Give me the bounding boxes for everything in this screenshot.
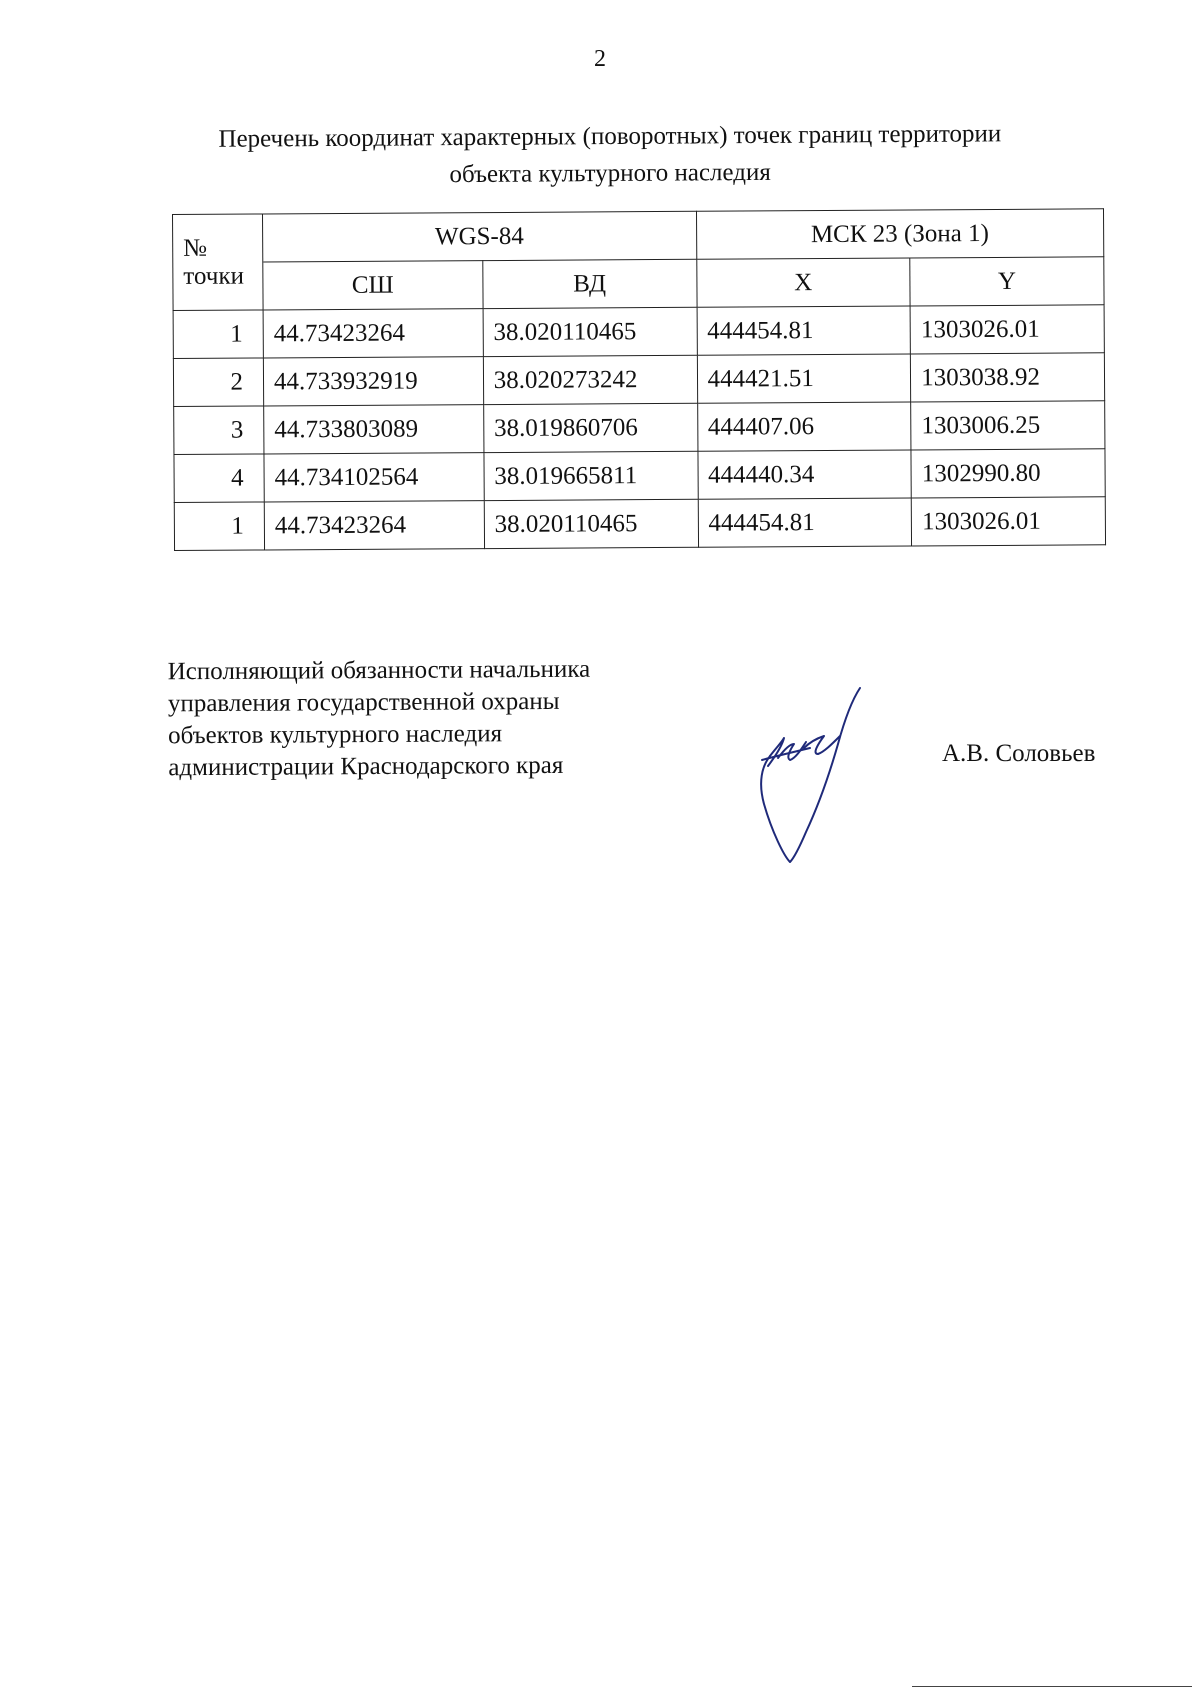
cell-point-number: 1 — [173, 310, 263, 359]
cell-x: 444454.81 — [698, 498, 912, 547]
header-point-label: точки — [173, 262, 263, 311]
cell-latitude: 44.73423264 — [264, 501, 484, 550]
cell-longitude: 38.019665811 — [484, 451, 698, 500]
cell-longitude: 38.020273242 — [483, 355, 697, 404]
table-header-row-2 — [173, 257, 1104, 311]
cell-latitude: 44.73423264 — [263, 309, 483, 358]
cell-y: 1303038.92 — [911, 353, 1105, 402]
cell-point-number: 1 — [174, 502, 264, 551]
table-row — [174, 449, 1105, 503]
signer-name: А.В. Соловьев — [942, 740, 1096, 767]
document-title-line-1: Перечень координат характерных (поворотных) точек границ территории — [218, 120, 1002, 153]
table-row — [173, 305, 1104, 359]
coordinates-table — [172, 208, 1106, 551]
cell-longitude: 38.020110465 — [484, 499, 698, 548]
header-latitude: СШ — [263, 261, 483, 310]
header-point-number-sign: № — [173, 214, 263, 263]
cell-y: 1303026.01 — [911, 497, 1105, 546]
header-longitude: ВД — [483, 259, 697, 308]
table-row — [174, 497, 1105, 551]
cell-x: 444421.51 — [697, 354, 911, 403]
cell-y: 1303006.25 — [911, 401, 1105, 450]
header-wgs84: WGS-84 — [262, 211, 696, 262]
document-title-line-2: объекта культурного наследия — [449, 158, 771, 189]
cell-latitude: 44.734102564 — [264, 453, 484, 502]
header-msk23: МСК 23 (Зона 1) — [696, 209, 1104, 259]
cell-point-number: 2 — [173, 358, 263, 407]
cell-y: 1302990.80 — [911, 449, 1105, 498]
cell-longitude: 38.019860706 — [483, 403, 697, 452]
signer-position — [168, 654, 591, 785]
table-row — [174, 401, 1105, 455]
cell-x: 444407.06 — [697, 402, 911, 451]
document-title — [150, 115, 1070, 195]
signer-position-line-3: объектов культурного наследия — [168, 720, 503, 750]
cell-latitude: 44.733932919 — [263, 357, 483, 406]
table-row — [173, 353, 1104, 407]
cell-point-number: 3 — [174, 406, 264, 455]
signer-position-line-4: администрации Краснодарского края — [168, 751, 564, 782]
signer-position-line-1: Исполняющий обязанности начальника — [167, 655, 591, 686]
table-header-row-1 — [173, 209, 1104, 263]
cell-point-number: 4 — [174, 454, 264, 503]
cell-y: 1303026.01 — [910, 305, 1104, 354]
cell-latitude: 44.733803089 — [264, 405, 484, 454]
page-number: 2 — [594, 46, 606, 72]
cell-longitude: 38.020110465 — [483, 307, 697, 356]
handwritten-signature — [748, 686, 888, 866]
cell-x: 444454.81 — [697, 306, 911, 355]
header-x: X — [696, 258, 910, 307]
cell-x: 444440.34 — [697, 450, 911, 499]
signer-position-line-2: управления государственной охраны — [167, 687, 560, 718]
header-y: Y — [910, 257, 1104, 306]
footer-divider — [912, 1686, 1192, 1687]
